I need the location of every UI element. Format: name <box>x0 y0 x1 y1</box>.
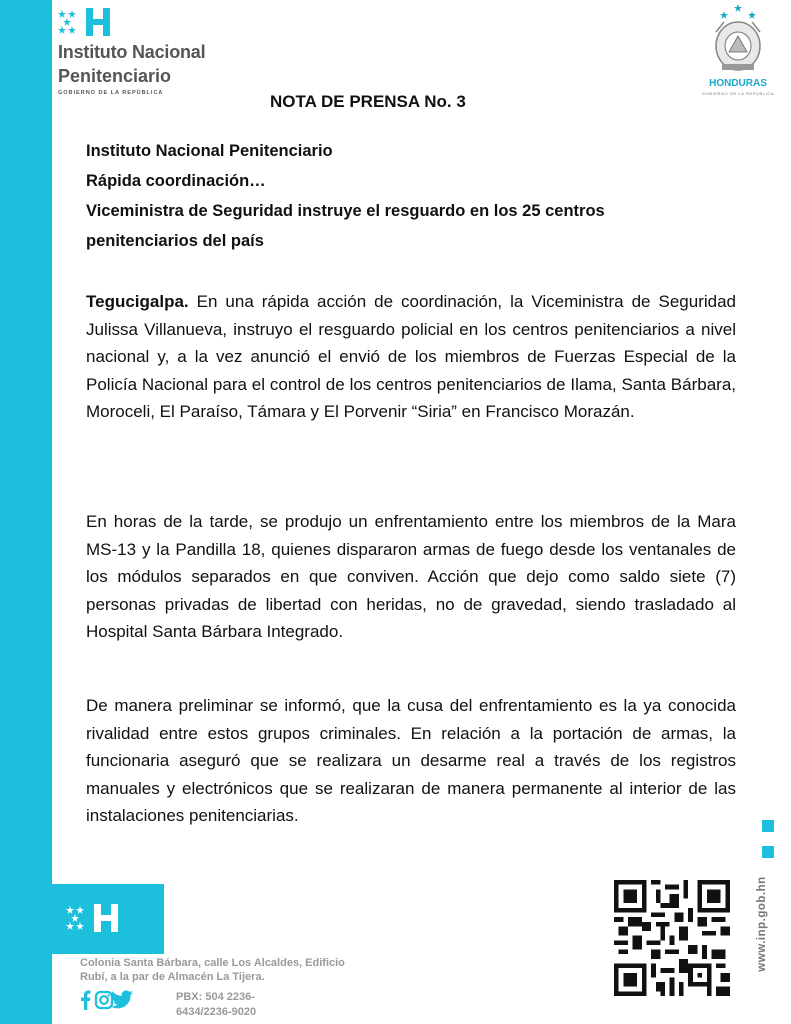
website-vertical <box>748 872 776 992</box>
facebook-icon[interactable] <box>81 991 91 1011</box>
gob-caption: GOBIERNO DE LA REPÚBLICA <box>58 90 164 96</box>
social-links <box>76 988 138 1017</box>
press-note-title: NOTA DE PRENSA No. 3 <box>270 92 466 111</box>
left-accent-bar <box>0 0 52 1024</box>
footer-address <box>80 956 410 984</box>
headline-block <box>86 136 726 256</box>
headline-line: Rápida coordinación… <box>86 172 266 190</box>
org-name-line1: Instituto Nacional <box>58 42 206 62</box>
address-line: Colonia Santa Bárbara, calle Los Alcaldes, Edificio <box>80 957 345 969</box>
decorative-square <box>762 820 774 832</box>
footer-phone <box>176 990 256 1020</box>
h-star-logo-icon <box>66 902 126 934</box>
twitter-icon[interactable] <box>111 990 133 1008</box>
headline-line: Viceministra de Seguridad instruye el resguardo en los 25 centros <box>86 202 605 220</box>
headline-line: penitenciarios del país <box>86 232 264 250</box>
paragraph-3: De manera preliminar se informó, que la cusa del enfrentamiento es la ya conocida rivalidad entre estos grupos criminales. En relación a la portación de armas, la funcionaria aseguró que se realizara un desarme real a través de los registros manuales y electrónicos que se realizaran de manera permanente al interior de las instalaciones penitenciarias. <box>86 696 736 825</box>
dateline: Tegucigalpa. <box>86 292 189 311</box>
paragraph-1-body: En una rápida acción de coordinación, la Viceministra de Seguridad Julissa Villanueva, instruyo el resguardo policial en los centros penitenciarios a nivel nacional y, a la vez anunció el envió de los miembros de Fuerzas Especial de la Policía Nacional para el control de los centros penitenciarios de Ilama, Santa Bárbara, Moroceli, El Paraíso, Támara y El Porvenir “Siria” en Francisco Morazán. <box>86 292 736 421</box>
phone-line: PBX: 504 2236- <box>176 991 255 1003</box>
address-line: Rubí, a la par de Almacén La Tijera. <box>80 971 265 983</box>
decorative-square <box>762 846 774 858</box>
qr-code[interactable] <box>614 880 730 996</box>
h-star-logo-icon <box>58 6 118 38</box>
phone-line: 6434/2236-9020 <box>176 1006 257 1018</box>
org-name-line2: Penitenciario <box>58 66 172 86</box>
headline-line: Instituto Nacional Penitenciario <box>86 142 333 160</box>
honduras-seal <box>698 2 778 98</box>
paragraph-1 <box>86 288 736 426</box>
website-link[interactable]: www.inp.gob.hn <box>756 876 768 972</box>
paragraph-2: En horas de la tarde, se produjo un enfrentamiento entre los miembros de la Mara MS-13 y la Pandilla 18, quienes dispararon armas de fuego desde los ventanales de los módulos separados en que conviven. Acción que dejo como saldo siete (7) personas privadas de libertad con heridas, no de gravedad, siendo trasladado al Hospital Santa Bárbara Integrado. <box>86 512 736 641</box>
seal-gob-caption: GOBIERNO DE LA REPÚBLICA <box>701 91 775 96</box>
honduras-seal-icon <box>698 2 778 78</box>
instagram-icon[interactable] <box>96 992 112 1008</box>
seal-country-label: HONDURAS <box>709 78 767 89</box>
footer-logo-block <box>52 884 164 954</box>
